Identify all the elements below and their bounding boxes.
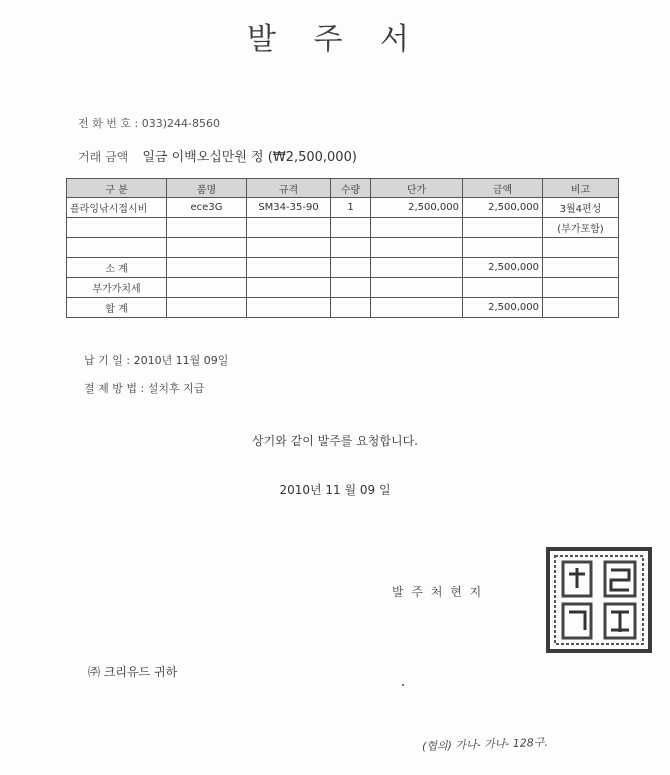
request-statement: 상기와 같이 발주를 요청합니다. [252, 434, 418, 448]
total-row [67, 298, 619, 318]
header-amount: 금액 [463, 179, 543, 198]
cell-remarks: 3월4편성 [543, 198, 619, 218]
cell-spec: SM34-35-90 [247, 198, 331, 218]
header-qty: 수량 [331, 179, 371, 198]
subtotal-row [67, 258, 619, 278]
total-value: 2,500,000 [463, 298, 543, 318]
table-row [67, 198, 619, 218]
table-header-row [67, 179, 619, 198]
transaction-amount [78, 146, 357, 165]
cell-remarks-note: (부가포함) [543, 218, 619, 238]
handwritten-note: (협의) 가나- 가나- 128구. [421, 735, 549, 754]
table-row [67, 218, 619, 238]
recipient-name: ㈜ 크리유드 귀하 [88, 665, 178, 679]
amount-label: 거래 금액 [78, 150, 129, 164]
amount-text: 일금 이백오십만원 정 (₩2,500,000) [142, 150, 357, 165]
delivery-date: 납 기 일 : 2010년 11월 09일 [84, 354, 229, 367]
cell-product: ece3G [167, 198, 247, 218]
cell-unit-price: 2,500,000 [371, 198, 463, 218]
company-seal-stamp [545, 546, 653, 654]
header-product: 품명 [167, 179, 247, 198]
table-row [67, 238, 619, 258]
phone-number: 전 화 번 호 : 033)244-8560 [78, 117, 220, 130]
header-category: 구 분 [67, 179, 167, 198]
header-spec: 규격 [247, 179, 331, 198]
scan-speck [402, 684, 404, 686]
header-remarks: 비고 [543, 179, 619, 198]
issue-date: 2010년 11 월 09 일 [279, 483, 391, 497]
cell-category: 플라잉낚시접시비 [67, 198, 167, 218]
subtotal-label: 소 계 [67, 258, 167, 278]
header-unit-price: 단가 [371, 179, 463, 198]
cell-amount: 2,500,000 [463, 198, 543, 218]
document-title: 발 주 서 [246, 22, 423, 57]
cell-qty: 1 [331, 198, 371, 218]
order-table [66, 178, 619, 318]
vat-row [67, 278, 619, 298]
vat-label: 부가가치세 [67, 278, 167, 298]
payment-method: 결 제 방 법 : 설치후 지급 [84, 382, 205, 395]
total-label: 합 계 [67, 298, 167, 318]
orderer-name: 발 주 처 현 지 [392, 585, 484, 599]
subtotal-value: 2,500,000 [463, 258, 543, 278]
